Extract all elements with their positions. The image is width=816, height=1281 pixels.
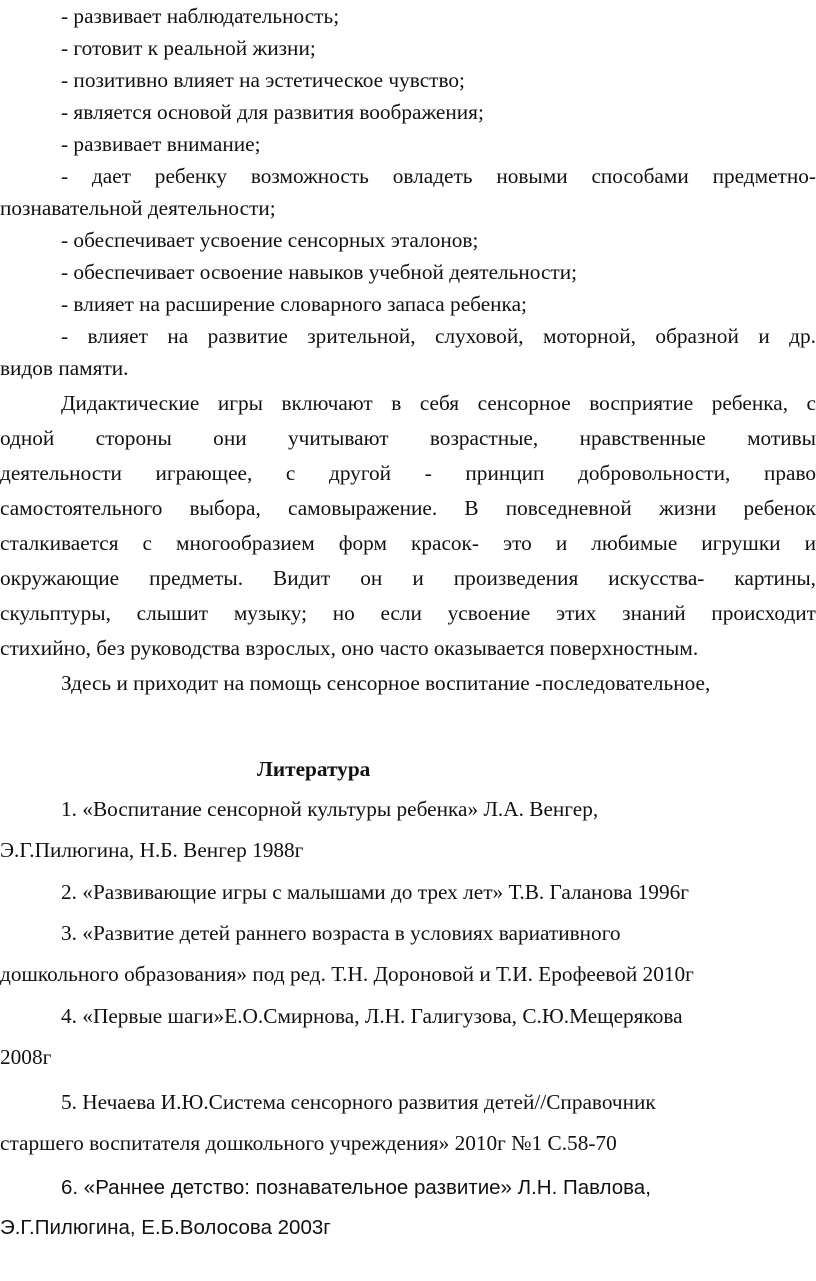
list-item: - является основой для развития воображения; (61, 100, 484, 124)
paragraph-line: одной стороны они учитывают возрастные, нравственные мотивы (0, 426, 816, 450)
reference-item: 3. «Развитие детей раннего возраста в условиях вариативного (61, 921, 621, 945)
list-item: - развивает наблюдательность; (61, 4, 340, 28)
paragraph-line: деятельности играющее, с другой - принцип добровольности, право (0, 461, 816, 485)
paragraph-line: окружающие предметы. Видит он и произведения искусства- картины, (0, 566, 816, 590)
list-item: - дает ребенку возможность овладеть новыми способами предметно- (61, 164, 816, 188)
list-item: - развивает внимание; (61, 132, 261, 156)
reference-item-continuation: 2008г (0, 1045, 52, 1069)
list-item: - обеспечивает освоение навыков учебной деятельности; (61, 260, 578, 284)
reference-item-continuation: Э.Г.Пилюгина, Н.Б. Венгер 1988г (0, 838, 304, 862)
paragraph-line: скульптуры, слышит музыку; но если усвоение этих знаний происходит (0, 601, 816, 625)
paragraph-line: самостоятельного выбора, самовыражение. В повседневной жизни ребенок (0, 496, 816, 520)
list-item: - позитивно влияет на эстетическое чувство; (61, 68, 465, 92)
reference-item: 2. «Развивающие игры с малышами до трех лет» Т.В. Галанова 1996г (61, 880, 689, 904)
reference-item: 4. «Первые шаги»Е.О.Смирнова, Л.Н. Галигузова, С.Ю.Мещерякова (61, 1004, 683, 1028)
list-item-continuation: видов памяти. (0, 356, 129, 380)
list-item: - обеспечивает усвоение сенсорных эталонов; (61, 228, 479, 252)
reference-item-continuation: дошкольного образования» под ред. Т.Н. Дороновой и Т.И. Ерофеевой 2010г (0, 962, 694, 986)
list-item-continuation: познавательной деятельности; (0, 196, 276, 220)
paragraph-line: стихийно, без руководства взрослых, оно часто оказывается поверхностным. (0, 636, 699, 660)
paragraph-line: Дидактические игры включают в себя сенсорное восприятие ребенка, с (61, 391, 816, 415)
paragraph-line: Здесь и приходит на помощь сенсорное воспитание -последовательное, (61, 671, 711, 695)
reference-item: 1. «Воспитание сенсорной культуры ребенка» Л.А. Венгер, (61, 797, 599, 821)
reference-item-continuation: старшего воспитателя дошкольного учреждения» 2010г №1 С.58-70 (0, 1131, 617, 1155)
list-item: - готовит к реальной жизни; (61, 36, 316, 60)
references-heading: Литература (257, 757, 371, 781)
paragraph-line: сталкивается с многообразием форм красок- это и любимые игрушки и (0, 531, 816, 555)
reference-item: 5. Нечаева И.Ю.Система сенсорного развития детей//Справочник (61, 1090, 656, 1114)
reference-item-continuation: Э.Г.Пилюгина, Е.Б.Волосова 2003г (0, 1216, 331, 1239)
list-item: - влияет на расширение словарного запаса ребенка; (61, 292, 527, 316)
reference-item: 6. «Раннее детство: познавательное развитие» Л.Н. Павлова, (61, 1176, 651, 1199)
list-item: - влияет на развитие зрительной, слуховой, моторной, образной и др. (61, 324, 816, 348)
